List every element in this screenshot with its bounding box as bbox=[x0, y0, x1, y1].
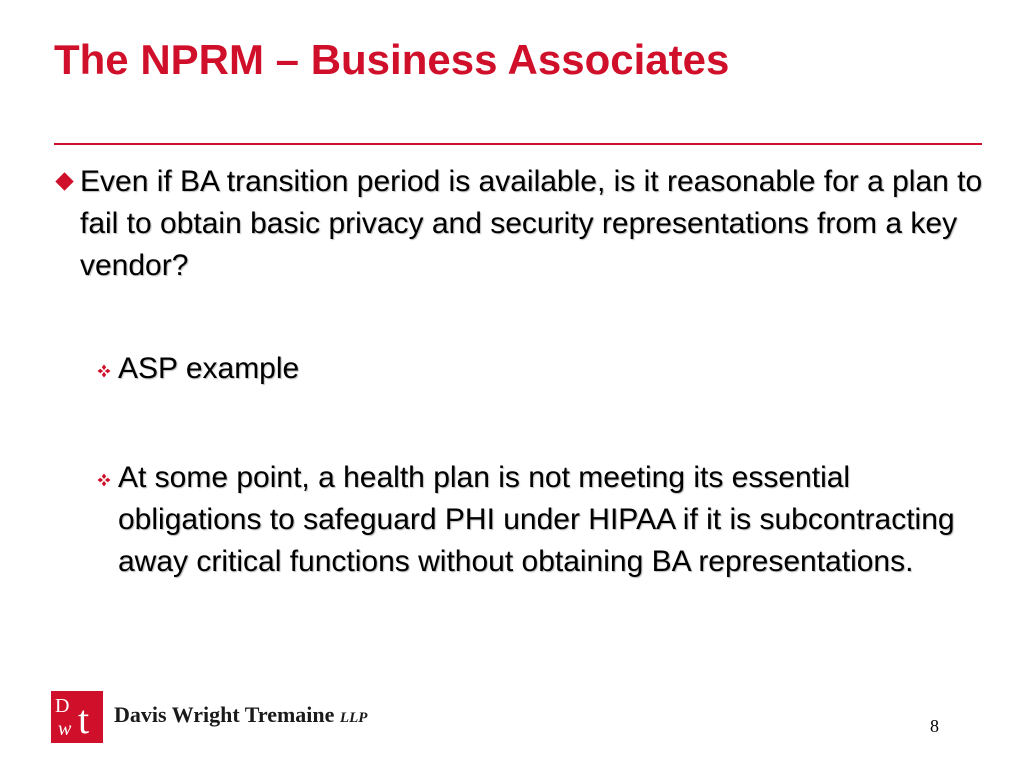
title-divider bbox=[54, 143, 982, 145]
firm-name-text: Davis Wright Tremaine bbox=[114, 702, 335, 727]
bullet-text: Even if BA transition period is available, is it reasonable for a plan to fail to obtain basic privacy and security representations from a key vendor? bbox=[80, 165, 983, 282]
red-diamond-icon bbox=[55, 172, 73, 190]
firm-suffix: LLP bbox=[339, 710, 368, 726]
sub-bullet-text: At some point, a health plan is not meeting its essential obligations to safeguard PHI under HIPAA if it is subcontracting away critical functions without obtaining BA representations. bbox=[118, 461, 955, 578]
dwt-logo bbox=[51, 691, 103, 743]
svg-text:t: t bbox=[78, 697, 90, 742]
firm-name bbox=[114, 701, 367, 732]
slide-title: The NPRM – Business Associates bbox=[54, 36, 730, 83]
svg-text:w: w bbox=[58, 718, 72, 740]
svg-text:D: D bbox=[55, 695, 70, 717]
sub-bullet-item bbox=[118, 348, 978, 390]
bullet-item bbox=[80, 161, 990, 287]
sub-bullet-text: ASP example bbox=[118, 352, 300, 385]
sub-bullet-item bbox=[118, 457, 968, 583]
four-diamond-icon bbox=[97, 364, 111, 378]
page-number: 8 bbox=[930, 716, 939, 736]
four-diamond-icon bbox=[97, 473, 111, 487]
